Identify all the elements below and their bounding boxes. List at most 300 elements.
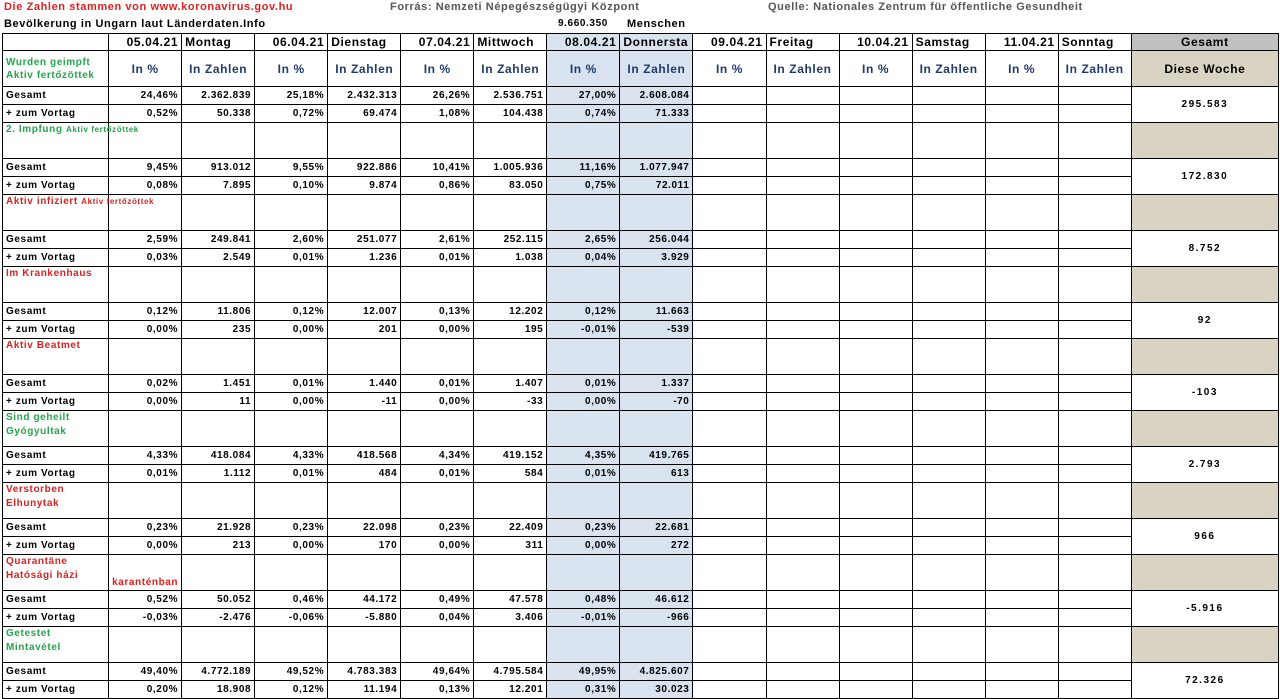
number-value: 21.928 (182, 519, 255, 537)
percent-change: 0,00% (255, 537, 328, 555)
empty-cell (766, 447, 839, 465)
empty-cell (1058, 177, 1131, 195)
day-date: 07.04.21 (401, 34, 474, 51)
empty-cell (1058, 393, 1131, 411)
number-change: 1.236 (328, 249, 401, 267)
percent-change: 0,31% (547, 681, 620, 699)
empty-cell (766, 231, 839, 249)
empty-cell (839, 123, 912, 159)
empty-cell (766, 177, 839, 195)
row-label-prev: + zum Vortag (3, 105, 109, 123)
empty-cell (1058, 249, 1131, 267)
number-change: 311 (474, 537, 547, 555)
empty-cell (985, 123, 1058, 159)
category-row (3, 483, 1279, 519)
percent-value: 4,33% (255, 447, 328, 465)
empty-cell (985, 267, 1058, 303)
empty-cell (693, 375, 766, 393)
empty-cell (985, 627, 1058, 663)
empty-cell (1058, 465, 1131, 483)
row-label-total: Gesamt (3, 375, 109, 393)
empty-cell (109, 339, 182, 375)
empty-cell (839, 591, 912, 609)
empty-cell (912, 609, 985, 627)
section-label (3, 555, 109, 591)
empty-cell (255, 339, 328, 375)
number-value: 1.077.947 (620, 159, 693, 177)
empty-cell (766, 627, 839, 663)
in-numbers-header: In Zahlen (620, 51, 693, 87)
empty-cell (985, 411, 1058, 447)
percent-value: 11,16% (547, 159, 620, 177)
number-change: 235 (182, 321, 255, 339)
number-value: 11.663 (620, 303, 693, 321)
empty-cell (839, 483, 912, 519)
category-row (3, 195, 1279, 231)
percent-value: 0,49% (401, 591, 474, 609)
number-change: 69.474 (328, 105, 401, 123)
number-value: 2.432.313 (328, 87, 401, 105)
empty-cell (985, 177, 1058, 195)
number-value: 12.007 (328, 303, 401, 321)
empty-cell (182, 195, 255, 231)
day-date: 09.04.21 (693, 34, 766, 51)
number-value: 11.806 (182, 303, 255, 321)
prev-day-row (3, 393, 1279, 411)
number-value: 2.362.839 (182, 87, 255, 105)
empty-cell (474, 627, 547, 663)
empty-cell (985, 465, 1058, 483)
empty-cell (912, 681, 985, 699)
empty-cell (912, 105, 985, 123)
section-title: Im Krankenhaus (6, 268, 93, 279)
number-change: -33 (474, 393, 547, 411)
percent-change: 0,10% (255, 177, 328, 195)
category-row (3, 555, 1279, 591)
population-label: Bevölkerung in Ungarn laut Länderdaten.Info (4, 18, 266, 30)
percent-change: 0,00% (547, 393, 620, 411)
empty-cell (912, 483, 985, 519)
section-title: Aktiv Beatmet (6, 340, 81, 351)
empty-cell (109, 483, 182, 519)
number-change: 584 (474, 465, 547, 483)
section-subtitle: Aktiv fertőzöttek (81, 197, 155, 206)
percent-change: -0,06% (255, 609, 328, 627)
empty-cell (474, 123, 547, 159)
percent-change: 0,20% (109, 681, 182, 699)
empty-cell (401, 555, 474, 591)
number-change: 2.549 (182, 249, 255, 267)
empty-cell (766, 681, 839, 699)
number-change: -539 (620, 321, 693, 339)
row-label-total: Gesamt (3, 159, 109, 177)
empty-cell (255, 123, 328, 159)
empty-cell (693, 87, 766, 105)
empty-cell (693, 483, 766, 519)
row-label-total: Gesamt (3, 663, 109, 681)
empty-cell (1058, 123, 1131, 159)
empty-cell (255, 267, 328, 303)
empty-cell (693, 555, 766, 591)
number-change: 484 (328, 465, 401, 483)
empty-cell (693, 465, 766, 483)
empty-cell (693, 321, 766, 339)
empty-cell (182, 267, 255, 303)
empty-cell (547, 483, 620, 519)
week-total: 8.752 (1131, 231, 1278, 267)
percent-change: 0,52% (109, 105, 182, 123)
empty-cell (766, 483, 839, 519)
row-label-prev: + zum Vortag (3, 177, 109, 195)
percent-change: 0,72% (255, 105, 328, 123)
empty-cell (182, 411, 255, 447)
empty-cell (839, 411, 912, 447)
empty-cell (1058, 663, 1131, 681)
empty-cell (474, 483, 547, 519)
empty-cell (912, 519, 985, 537)
empty-cell (912, 411, 985, 447)
empty-cell (693, 231, 766, 249)
empty-cell (328, 483, 401, 519)
empty-cell (985, 321, 1058, 339)
empty-cell (912, 87, 985, 105)
prev-day-row (3, 177, 1279, 195)
percent-value: 2,65% (547, 231, 620, 249)
week-total: 295.583 (1131, 87, 1278, 123)
number-value: 913.012 (182, 159, 255, 177)
week-tan-cell (1131, 267, 1278, 303)
empty-cell (693, 591, 766, 609)
empty-cell (474, 195, 547, 231)
row-label-prev: + zum Vortag (3, 321, 109, 339)
empty-cell (620, 267, 693, 303)
number-change: 3.406 (474, 609, 547, 627)
empty-cell (985, 447, 1058, 465)
day-name: Freitag (766, 34, 839, 51)
number-change: 170 (328, 537, 401, 555)
percent-value: 0,23% (255, 519, 328, 537)
section-title: Getestet (6, 628, 51, 639)
empty-cell (839, 195, 912, 231)
percent-value: 0,23% (401, 519, 474, 537)
number-value: 44.172 (328, 591, 401, 609)
empty-cell (766, 393, 839, 411)
empty-cell (182, 483, 255, 519)
row-label-prev: + zum Vortag (3, 393, 109, 411)
empty-cell (1058, 303, 1131, 321)
empty-cell (328, 555, 401, 591)
empty-cell (620, 627, 693, 663)
empty-cell (693, 105, 766, 123)
empty-cell (547, 195, 620, 231)
empty-cell (1058, 483, 1131, 519)
percent-value: 0,02% (109, 375, 182, 393)
empty-cell (693, 123, 766, 159)
number-change: 195 (474, 321, 547, 339)
section-subtitle: Aktiv fertőzöttek (6, 69, 95, 81)
percent-change: 0,00% (401, 537, 474, 555)
empty-cell (839, 627, 912, 663)
empty-cell (328, 627, 401, 663)
percent-value: 0,12% (109, 303, 182, 321)
empty-cell (985, 87, 1058, 105)
prev-day-row (3, 609, 1279, 627)
percent-change: 0,00% (255, 393, 328, 411)
empty-cell (255, 555, 328, 591)
empty-cell (328, 195, 401, 231)
empty-cell (912, 555, 985, 591)
category-row (3, 339, 1279, 375)
percent-change: 0,01% (109, 465, 182, 483)
number-value: 4.825.607 (620, 663, 693, 681)
empty-cell (766, 303, 839, 321)
empty-cell (912, 303, 985, 321)
empty-cell (1058, 537, 1131, 555)
empty-cell (1058, 87, 1131, 105)
empty-cell (328, 123, 401, 159)
empty-cell (912, 591, 985, 609)
number-value: 22.098 (328, 519, 401, 537)
forras-text: Forrás: Nemzeti Népegészségügyi Központ (390, 1, 640, 13)
percent-value: 24,46% (109, 87, 182, 105)
section-title: Wurden geimpft (6, 56, 91, 68)
population-value: 9.660.350 (558, 18, 608, 29)
in-numbers-header: In Zahlen (474, 51, 547, 87)
day-date: 06.04.21 (255, 34, 328, 51)
percent-value: 2,60% (255, 231, 328, 249)
empty-cell (255, 627, 328, 663)
empty-cell (1058, 321, 1131, 339)
percent-change: 0,01% (401, 465, 474, 483)
empty-cell (839, 105, 912, 123)
empty-cell (1058, 591, 1131, 609)
number-change: 11.194 (328, 681, 401, 699)
empty-cell (693, 267, 766, 303)
empty-cell (1058, 339, 1131, 375)
empty-cell (620, 195, 693, 231)
number-change: 83.050 (474, 177, 547, 195)
section-title: 2. Impfung (6, 124, 63, 135)
empty-cell (401, 627, 474, 663)
empty-cell (693, 447, 766, 465)
day-name: Dienstag (328, 34, 401, 51)
percent-value: 4,34% (401, 447, 474, 465)
population-unit: Menschen (627, 18, 686, 30)
day-name: Donnersta (620, 34, 693, 51)
empty-cell (985, 303, 1058, 321)
number-change: 12.201 (474, 681, 547, 699)
empty-cell (985, 231, 1058, 249)
day-name: Montag (182, 34, 255, 51)
section-title: Sind geheilt (6, 412, 70, 423)
week-total: -103 (1131, 375, 1278, 411)
date-header-row (3, 34, 1279, 51)
percent-change: 0,01% (255, 465, 328, 483)
empty-cell (766, 87, 839, 105)
number-value: 418.568 (328, 447, 401, 465)
empty-cell (985, 195, 1058, 231)
empty-cell (547, 267, 620, 303)
empty-cell (547, 123, 620, 159)
total-row (3, 303, 1279, 321)
week-tan-cell (1131, 123, 1278, 159)
empty-cell (912, 195, 985, 231)
empty-cell (693, 195, 766, 231)
in-percent-header: In % (255, 51, 328, 87)
empty-cell (766, 123, 839, 159)
empty-cell (839, 249, 912, 267)
empty-cell (693, 249, 766, 267)
empty-cell (985, 555, 1058, 591)
week-total: 72.326 (1131, 663, 1278, 699)
prev-day-row (3, 465, 1279, 483)
in-numbers-header: In Zahlen (912, 51, 985, 87)
percent-value: 26,26% (401, 87, 474, 105)
number-change: -2.476 (182, 609, 255, 627)
section-label (3, 339, 109, 375)
empty-cell (1058, 375, 1131, 393)
percent-value: 0,13% (401, 303, 474, 321)
week-tan-cell (1131, 195, 1278, 231)
row-label-prev: + zum Vortag (3, 609, 109, 627)
empty-cell (109, 267, 182, 303)
number-value: 47.578 (474, 591, 547, 609)
empty-cell (401, 411, 474, 447)
section-subtitle: Elhunytak (6, 498, 60, 509)
percent-change: 0,00% (109, 321, 182, 339)
number-change: 3.929 (620, 249, 693, 267)
percent-value: 0,52% (109, 591, 182, 609)
empty-cell (1058, 627, 1131, 663)
week-total: 172.830 (1131, 159, 1278, 195)
percent-change: 0,00% (109, 393, 182, 411)
empty-cell (912, 447, 985, 465)
page-header (0, 0, 1280, 32)
section-label (3, 267, 109, 303)
empty-cell (182, 123, 255, 159)
week-header: Diese Woche (1131, 51, 1278, 87)
empty-cell (766, 159, 839, 177)
percent-value: 49,52% (255, 663, 328, 681)
empty-cell (766, 465, 839, 483)
empty-cell (620, 555, 693, 591)
empty-cell (766, 105, 839, 123)
empty-cell (401, 195, 474, 231)
empty-cell (766, 267, 839, 303)
number-value: 249.841 (182, 231, 255, 249)
empty-cell (766, 519, 839, 537)
empty-cell (766, 195, 839, 231)
percent-change: 0,08% (109, 177, 182, 195)
empty-cell (693, 159, 766, 177)
percent-value: 49,95% (547, 663, 620, 681)
empty-cell (912, 123, 985, 159)
empty-cell (912, 393, 985, 411)
number-value: 251.077 (328, 231, 401, 249)
quelle-text: Quelle: Nationales Zentrum für öffentliche Gesundheit (768, 1, 1083, 13)
total-row (3, 375, 1279, 393)
empty-cell (255, 483, 328, 519)
percent-change: 0,01% (255, 249, 328, 267)
empty-cell (109, 627, 182, 663)
empty-cell (255, 411, 328, 447)
number-change: 72.011 (620, 177, 693, 195)
empty-cell (620, 483, 693, 519)
empty-cell (1058, 681, 1131, 699)
row-label-prev: + zum Vortag (3, 249, 109, 267)
empty-cell (1058, 231, 1131, 249)
empty-cell (839, 681, 912, 699)
section-title: Quarantäne (6, 556, 68, 567)
percent-change: 0,01% (401, 249, 474, 267)
percent-change: -0,03% (109, 609, 182, 627)
percent-value: 9,55% (255, 159, 328, 177)
empty-cell (839, 339, 912, 375)
number-value: 4.783.383 (328, 663, 401, 681)
empty-cell (766, 591, 839, 609)
subheader-row (3, 51, 1279, 87)
percent-change: 0,04% (547, 249, 620, 267)
week-total: 92 (1131, 303, 1278, 339)
empty-cell (985, 339, 1058, 375)
total-row (3, 231, 1279, 249)
row-label-total: Gesamt (3, 591, 109, 609)
row-label-prev: + zum Vortag (3, 465, 109, 483)
empty-cell (839, 447, 912, 465)
empty-cell (839, 393, 912, 411)
percent-change: 1,08% (401, 105, 474, 123)
percent-value: 9,45% (109, 159, 182, 177)
percent-change: 0,00% (255, 321, 328, 339)
empty-cell (693, 609, 766, 627)
empty-cell (620, 123, 693, 159)
empty-cell (766, 609, 839, 627)
total-row (3, 87, 1279, 105)
week-total: -5.916 (1131, 591, 1278, 627)
empty-cell (547, 339, 620, 375)
number-change: 50.338 (182, 105, 255, 123)
total-row (3, 447, 1279, 465)
empty-cell (766, 555, 839, 591)
week-tan-cell (1131, 483, 1278, 519)
empty-cell (766, 249, 839, 267)
percent-value: 0,01% (547, 375, 620, 393)
empty-cell (766, 537, 839, 555)
empty-cell (693, 681, 766, 699)
week-tan-cell (1131, 411, 1278, 447)
category-row (3, 267, 1279, 303)
empty-cell (1058, 105, 1131, 123)
empty-cell (401, 267, 474, 303)
number-change: 613 (620, 465, 693, 483)
day-date: 11.04.21 (985, 34, 1058, 51)
category-row (3, 123, 1279, 159)
empty-cell (547, 411, 620, 447)
number-value: 1.005.936 (474, 159, 547, 177)
day-date: 05.04.21 (109, 34, 182, 51)
empty-cell (1058, 267, 1131, 303)
empty-cell (912, 537, 985, 555)
in-numbers-header: In Zahlen (328, 51, 401, 87)
percent-change: 0,00% (401, 393, 474, 411)
percent-value: 25,18% (255, 87, 328, 105)
number-change: -966 (620, 609, 693, 627)
number-change: -5.880 (328, 609, 401, 627)
number-change: -11 (328, 393, 401, 411)
number-change: 11 (182, 393, 255, 411)
empty-cell (1058, 609, 1131, 627)
empty-cell (839, 537, 912, 555)
